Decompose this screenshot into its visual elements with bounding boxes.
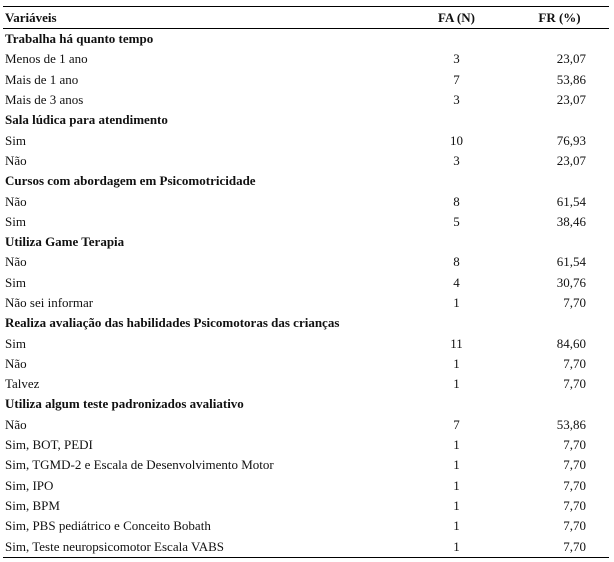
table-row: [3, 476, 609, 496]
row-fr-value: 53,86: [556, 71, 586, 87]
table-row: [3, 435, 609, 455]
row-fa-value: 1: [453, 295, 460, 310]
header-fr: FR (%): [538, 10, 581, 25]
row-label: Não: [5, 355, 27, 371]
group-row: [3, 313, 609, 333]
row-fa-value: 1: [453, 518, 460, 534]
row-fa-value: 1: [453, 437, 460, 453]
table-row: [3, 90, 609, 110]
table-row: [3, 273, 609, 293]
row-fr-value: 23,07: [556, 51, 586, 67]
row-label: Não: [5, 193, 27, 209]
group-row: [3, 394, 609, 414]
row-fr-value: 61,54: [556, 193, 586, 209]
row-fa-value: 1: [453, 355, 460, 371]
row-fr-value: 7,70: [563, 355, 586, 371]
table-row: [3, 70, 609, 90]
row-fa-value: 1: [453, 457, 460, 473]
table-header: [3, 7, 609, 29]
row-label: Talvez: [5, 376, 40, 392]
row-fr-value: 61,54: [556, 254, 586, 270]
row-fr-value: 76,93: [556, 132, 586, 148]
row-fa-value: 3: [453, 51, 460, 67]
group-title: Sala lúdica para atendimento: [5, 112, 168, 128]
row-fr-value: 7,70: [563, 497, 586, 513]
row-fa-value: 1: [453, 497, 460, 513]
row-fa-value: 8: [453, 254, 460, 270]
row-label: Sim: [5, 213, 26, 229]
row-fa-value: 7: [453, 71, 460, 87]
table-row: [3, 212, 609, 232]
table-row: [3, 496, 609, 516]
table-row: [3, 151, 609, 171]
row-fr-value: 7,70: [563, 437, 586, 453]
row-label: Mais de 3 anos: [5, 92, 84, 108]
table-row: [3, 130, 609, 150]
row-fr-value: 7,70: [563, 295, 586, 310]
table-row: [3, 516, 609, 536]
row-fr-value: 7,70: [563, 518, 586, 534]
row-fr-value: 84,60: [556, 335, 586, 351]
row-fa-value: 1: [453, 477, 460, 493]
group-title: Utiliza algum teste padronizados avaliativo: [5, 396, 244, 412]
table-row: [3, 455, 609, 475]
table-row: [3, 252, 609, 272]
frequency-table-container: [3, 0, 609, 558]
row-fa-value: 3: [453, 92, 460, 108]
row-fa-value: 1: [453, 538, 460, 554]
row-fa-value: 3: [453, 152, 460, 168]
group-row: [3, 29, 609, 50]
row-label: Não: [5, 416, 27, 432]
table-body: [3, 29, 609, 558]
group-title: Trabalha há quanto tempo: [5, 31, 154, 47]
table-row: [3, 374, 609, 394]
row-label: Não: [5, 254, 27, 270]
row-label: Sim, BOT, PEDI: [5, 437, 93, 453]
table-row: [3, 49, 609, 69]
row-fa-value: 1: [453, 376, 460, 392]
table-row: [3, 333, 609, 353]
table-row: [3, 354, 609, 374]
row-fa-value: 7: [453, 416, 460, 432]
row-fr-value: 38,46: [556, 213, 586, 229]
row-label: Menos de 1 ano: [5, 51, 88, 67]
frequency-table: [3, 6, 609, 558]
row-label: Sim: [5, 335, 26, 351]
row-fa-value: 11: [450, 335, 463, 351]
row-label: Sim: [5, 132, 26, 148]
row-fa-value: 5: [453, 213, 460, 229]
row-fr-value: 23,07: [556, 152, 586, 168]
row-fr-value: 53,86: [556, 416, 586, 432]
row-fr-value: 7,70: [563, 477, 586, 493]
group-row: [3, 110, 609, 130]
row-fr-value: 7,70: [563, 538, 586, 554]
row-label: Sim, Teste neuropsicomotor Escala VABS: [5, 538, 224, 554]
row-label: Sim, PBS pediátrico e Conceito Bobath: [5, 518, 211, 534]
group-title: Utiliza Game Terapia: [5, 234, 125, 250]
row-fr-value: 30,76: [556, 274, 586, 290]
header-row: [3, 7, 609, 29]
group-row: [3, 171, 609, 191]
group-title: Realiza avaliação das habilidades Psicomotoras das crianças: [5, 315, 340, 331]
row-label: Não: [5, 152, 27, 168]
row-fa-value: 10: [450, 132, 463, 148]
row-label: Sim, IPO: [5, 477, 54, 493]
row-fa-value: 4: [453, 274, 460, 290]
row-label: Sim, BPM: [5, 497, 60, 513]
table-row: [3, 293, 609, 313]
row-fr-value: 7,70: [563, 376, 586, 392]
header-fa: FA (N): [438, 10, 475, 25]
row-label: Não sei informar: [5, 295, 94, 310]
table-row: [3, 415, 609, 435]
table-row: [3, 536, 609, 557]
table-row: [3, 191, 609, 211]
row-label: Mais de 1 ano: [5, 71, 79, 87]
group-row: [3, 232, 609, 252]
header-variable: Variáveis: [5, 10, 57, 25]
row-label: Sim: [5, 274, 26, 290]
row-fr-value: 23,07: [556, 92, 586, 108]
group-title: Cursos com abordagem em Psicomotricidade: [5, 173, 256, 189]
row-label: Sim, TGMD-2 e Escala de Desenvolvimento Motor: [5, 457, 274, 473]
row-fr-value: 7,70: [563, 457, 586, 473]
row-fa-value: 8: [453, 193, 460, 209]
